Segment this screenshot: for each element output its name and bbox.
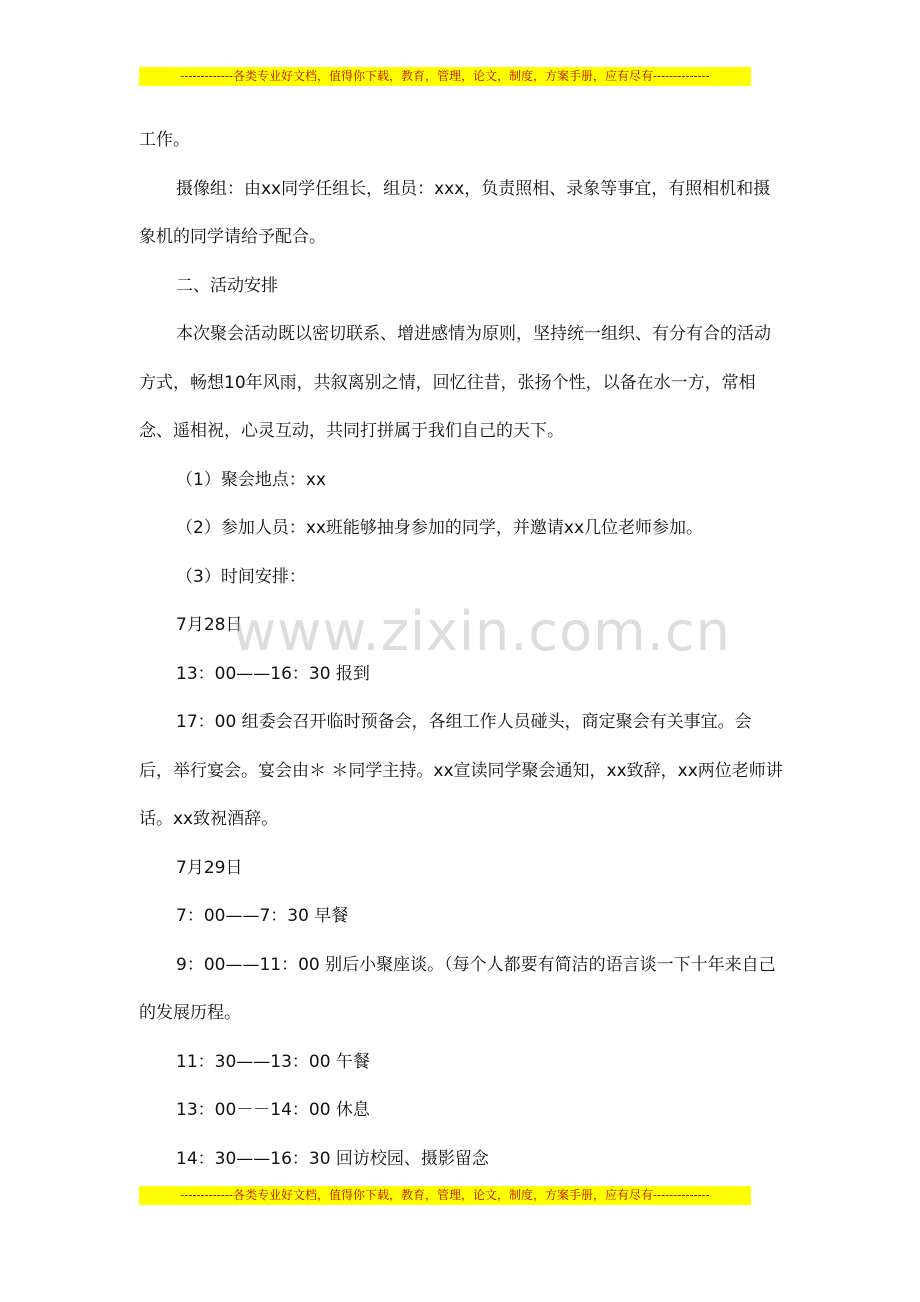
item-participants: （2）参加人员：xx班能够抽身参加的同学，并邀请xx几位老师参加。 [176, 518, 704, 538]
watermark: www.zixin.com.cn [232, 600, 731, 663]
schedule-registration: 13：00——16：30 报到 [176, 663, 370, 684]
date-july-29: 7月29日 [176, 857, 243, 878]
item-venue: （1）聚会地点：xx [176, 469, 326, 490]
paragraph-activity-principle: 本次聚会活动既以密切联系、增进感情为原则，坚持统一组织、有分有合的活动方式，畅想10年风雨，共叙离别之情，回忆往昔，张扬个性，以备在水一方，常相念、遥相祝，心灵互动，共同打拼属于我们自己的天下。 [139, 324, 771, 441]
section-heading-activity-arrangement: 二、活动安排 [176, 275, 278, 296]
schedule-preparatory-meeting: 17：00 组委会召开临时预备会，各组工作人员碰头，商定聚会有关事宜。会后，举行宴会。宴会由＊ ＊同学主持。xx宣读同学聚会通知，xx致辞，xx两位老师讲话。xx致祝酒辞。 [139, 712, 783, 829]
paragraph-work-continued: 工作。 [139, 130, 190, 150]
footer-banner: -------------各类专业好文档，值得你下载，教育，管理，论文，制度，方案手册，应有尽有-------------- [139, 1186, 751, 1205]
header-banner: -------------各类专业好文档，值得你下载，教育，管理，论文，制度，方案手册，应有尽有-------------- [139, 67, 751, 86]
schedule-symposium: 9：00——11：00 别后小聚座谈。（每个人都要有简洁的语言谈一下十年来自己的发展历程。 [139, 954, 776, 1023]
schedule-lunch: 11：30——13：00 午餐 [176, 1051, 370, 1072]
item-schedule-heading: （3）时间安排： [176, 566, 306, 587]
paragraph-camera-team: 摄像组：由xx同学任组长，组员：xxx，负责照相、录象等事宜，有照相机和摄象机的同学请给予配合。 [139, 178, 771, 247]
schedule-campus-visit: 14：30——16：30 回访校园、摄影留念 [176, 1148, 489, 1169]
schedule-rest: 13：00－－14：00 休息 [176, 1100, 370, 1120]
date-july-28: 7月28日 [176, 615, 243, 635]
schedule-breakfast: 7：00——7：30 早餐 [176, 906, 349, 926]
